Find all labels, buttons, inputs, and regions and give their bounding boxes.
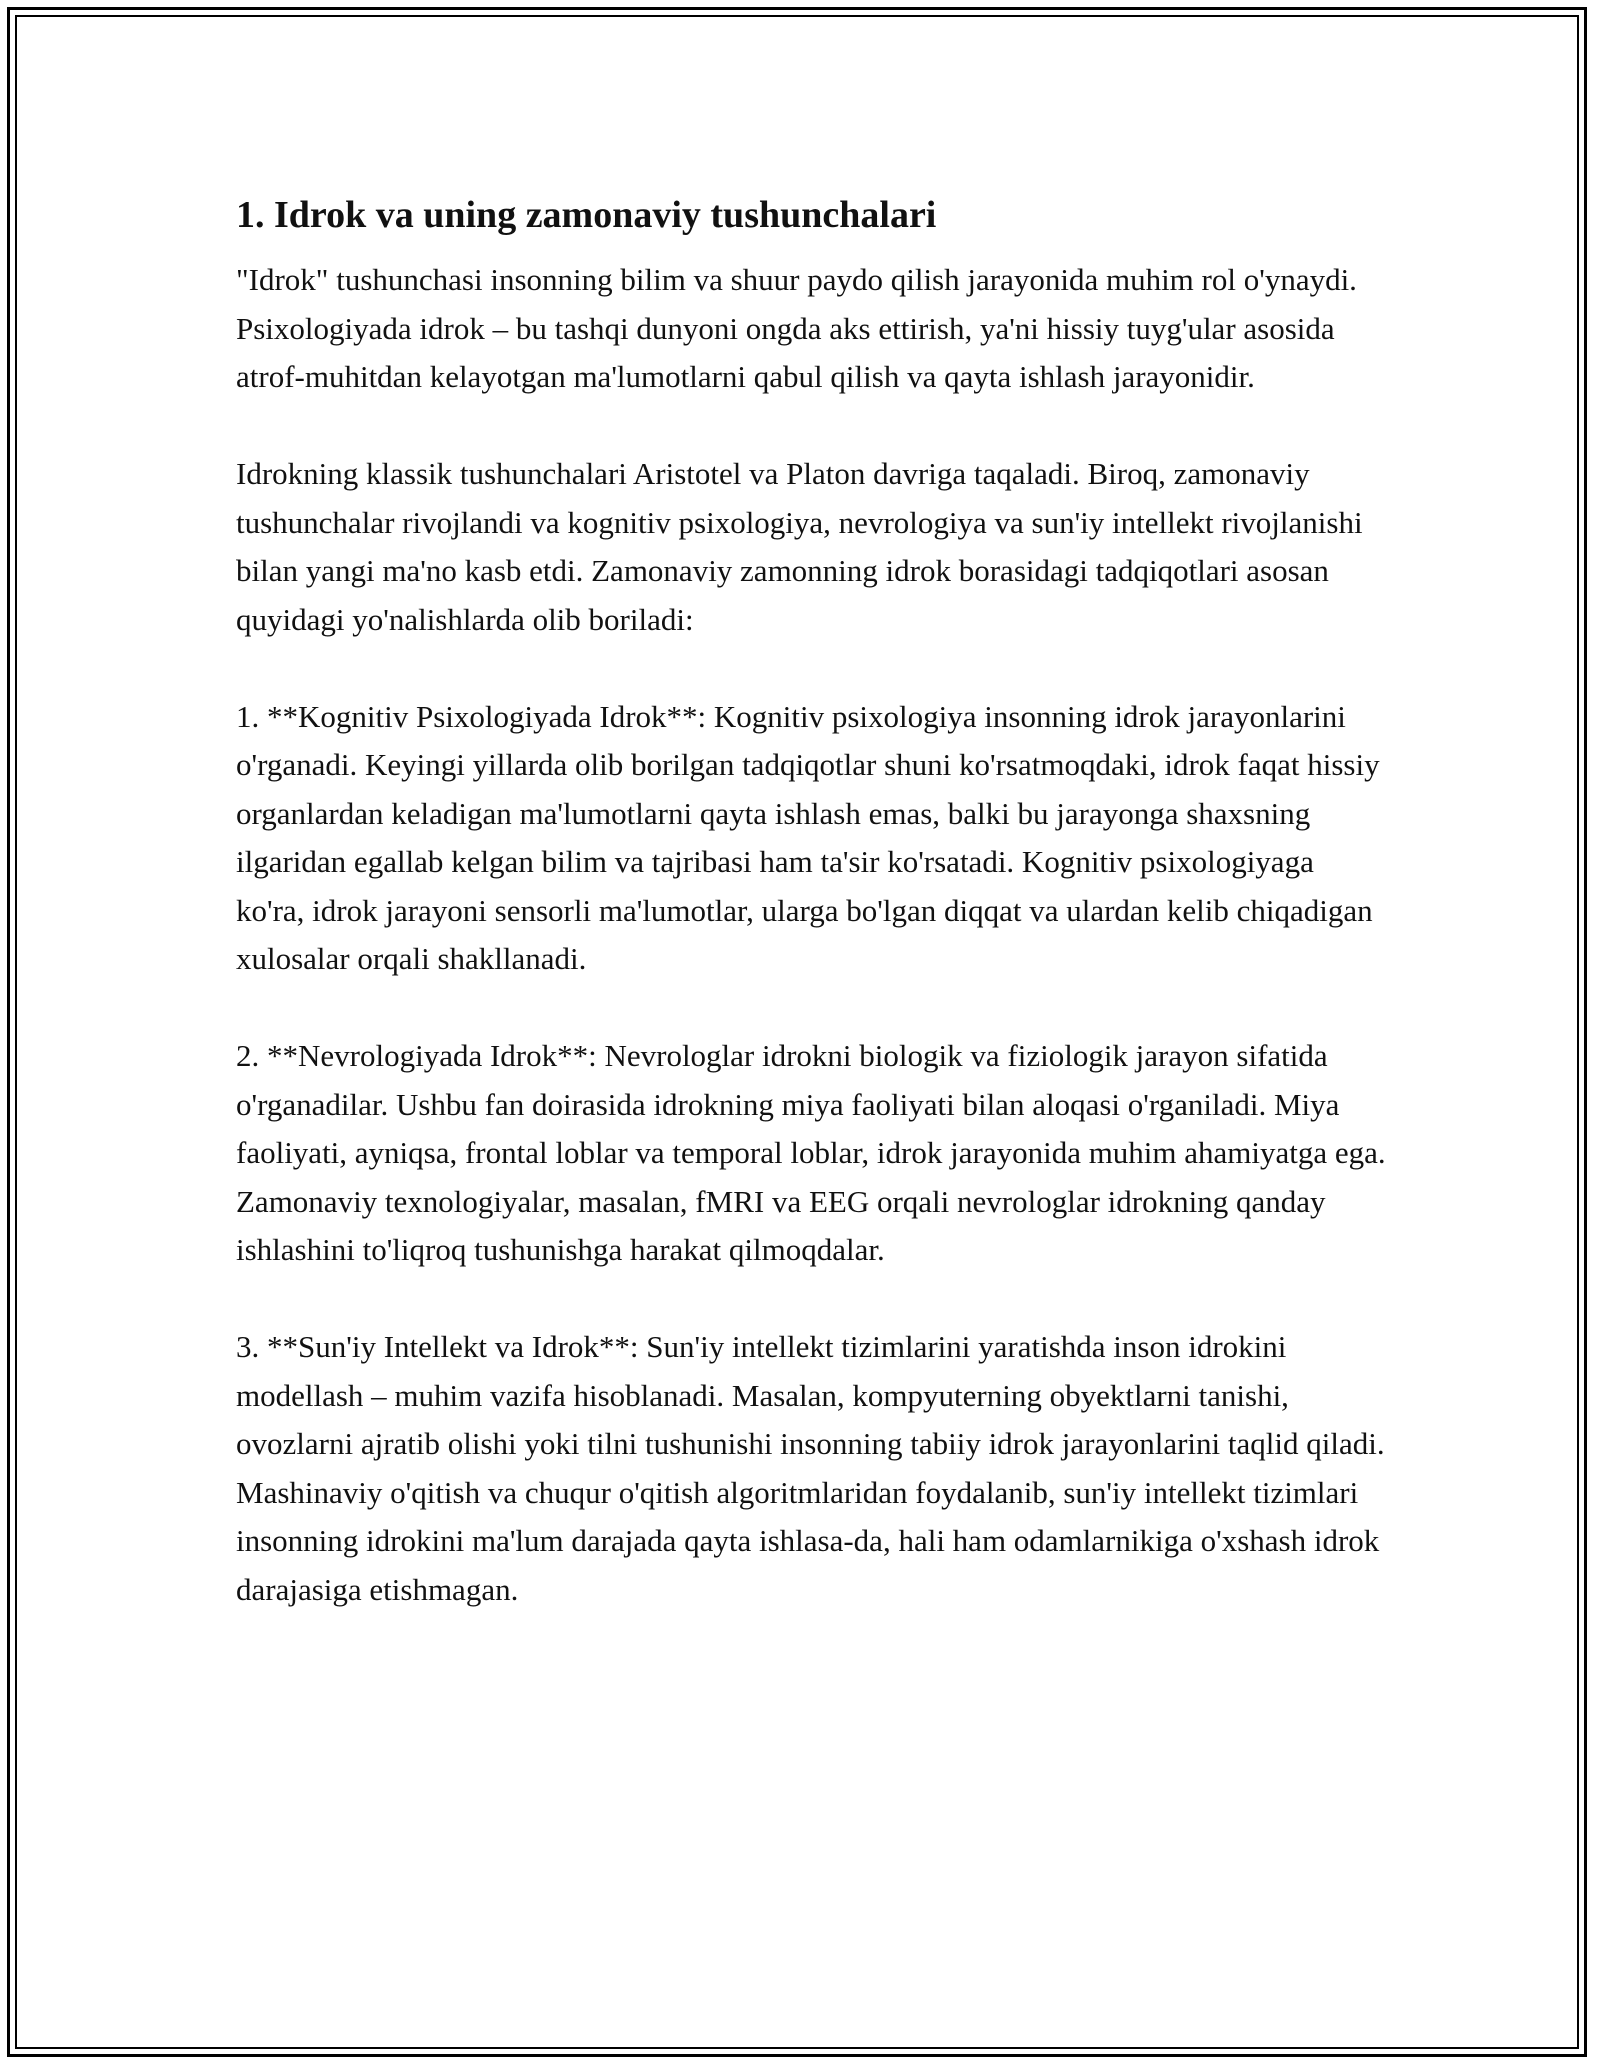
section-title: 1. Idrok va uning zamonaviy tushunchalari xyxy=(236,194,937,236)
paragraph-cognitive-psychology: 1. **Kognitiv Psixologiyada Idrok**: Kognitiv psixologiya insonning idrok jarayonlarini o'rganadi. Keyingi yillarda olib borilgan tadqiqotlar shuni ko'rsatmoqdaki, idrok faqat hissiy organlardan keladigan ma'lumotlarni qayta ishlash emas, balki bu jarayonga shaxsning ilgaridan egallab kelgan bilim va tajribasi ham ta'sir ko'rsatadi. Kognitiv psixologiyaga ko'ra, idrok jarayoni sensorli ma'lumotlar, ularga bo'lgan diqqat va ulardan kelib chiqadigan xulosalar orqali shakllanadi. xyxy=(236,698,1380,976)
paragraph-neurology: 2. **Nevrologiyada Idrok**: Nevrologlar idrokni biologik va fiziologik jarayon sifatida o'rganadilar. Ushbu fan doirasida idrokning miya faoliyati bilan aloqasi o'rganiladi. Miya faoliyati, ayniqsa, frontal loblar va temporal loblar, idrok jarayonida muhim ahamiyatga ega. Zamonaviy texnologiyalar, masalan, fMRI va EEG orqali nevrologlar idrokning qanday ishlashini to'liqroq tushunishga harakat qilmoqdalar. xyxy=(236,1038,1386,1267)
paragraph-artificial-intelligence: 3. **Sun'iy Intellekt va Idrok**: Sun'iy intellekt tizimlarini yaratishda inson idrokini modellash – muhim vazifa hisoblanadi. Masalan, kompyuterning obyektlarni tanishi, ovozlarni ajratib olishi yoki tilni tushunishi insonning tabiiy idrok jarayonlarini taqlid qiladi. Mashinaviy o'qitish va chuqur o'qitish algoritmlaridan foydalanib, sun'iy intellekt tizimlari insonning idrokini ma'lum darajada qayta ishlasa-da, hali ham odamlarnikiga o'xshash idrok darajasiga etishmagan. xyxy=(236,1329,1385,1607)
document-body xyxy=(236,186,1386,1663)
paragraph-history: Idrokning klassik tushunchalari Aristotel va Platon davriga taqaladi. Biroq, zamonaviy tushunchalar rivojlandi va kognitiv psixologiya, nevrologiya va sun'iy intellekt rivojlanishi bilan yangi ma'no kasb etdi. Zamonaviy zamonning idrok borasidagi tadqiqotlari asosan quyidagi yo'nalishlarda olib boriladi: xyxy=(236,456,1363,637)
paragraph-intro: "Idrok" tushunchasi insonning bilim va shuur paydo qilish jarayonida muhim rol o'ynaydi. Psixologiyada idrok – bu tashqi dunyoni ongda aks ettirish, ya'ni hissiy tuyg'ular asosida atrof-muhitdan kelayotgan ma'lumotlarni qabul qilish va qayta ishlash jarayonidir. xyxy=(236,262,1357,394)
